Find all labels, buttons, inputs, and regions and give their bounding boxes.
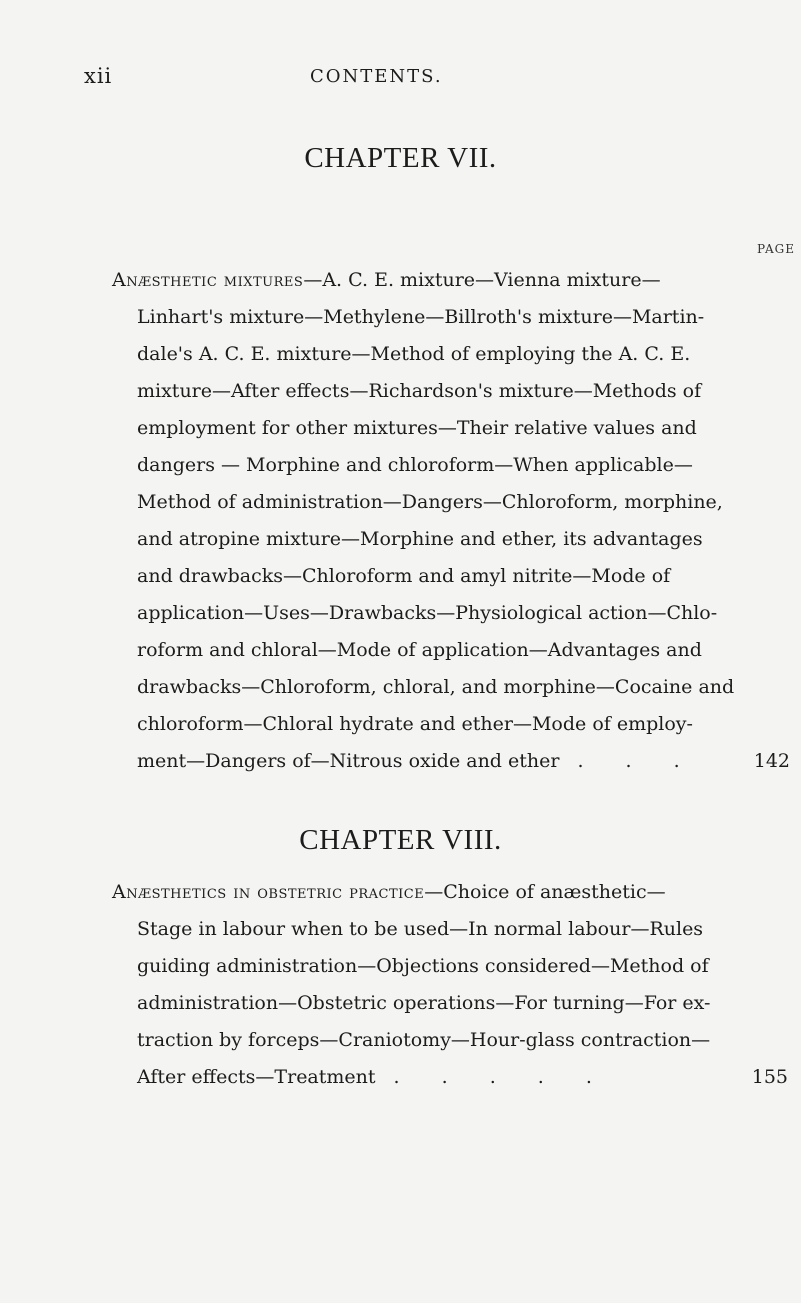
contents-line: chloroform—Chloral hydrate and ether—Mode of employ- [137,713,693,735]
contents-line: Stage in labour when to be used—In normal labour—Rules [137,918,704,940]
contents-line: guiding administration—Objections considered—Method of [137,955,709,977]
chapter-8-contents [112,874,788,1096]
contents-last-line [137,1059,788,1096]
dot-leader: . . . . . [393,1066,610,1088]
running-title: CONTENTS. [310,66,443,87]
contents-line: roform and chloral—Mode of application—Advantages and [137,639,702,661]
contents-line: Linhart's mixture—Methylene—Billroth's mixture—Martin- [137,306,705,328]
running-head [0,64,801,94]
chapter-8-heading: CHAPTER VIII. [299,824,502,856]
contents-line: employment for other mixtures—Their relative values and [137,417,697,439]
contents-line: mixture—After effects—Richardson's mixture—Methods of [137,380,702,402]
line-text: —A. C. E. mixture—Vienna mixture— [303,269,661,291]
contents-last-line [137,743,790,780]
dot-leader: . . . [577,750,698,772]
chapter-7-contents [112,262,790,780]
contents-line: traction by forceps—Craniotomy—Hour-glass contraction— [137,1029,711,1051]
line-text: After effects—Treatment [137,1066,376,1088]
contents-line [112,874,778,911]
contents-line: drawbacks—Chloroform, chloral, and morphine—Cocaine and [137,676,735,698]
contents-line: Method of administration—Dangers—Chloroform, morphine, [137,491,723,513]
line-text: —Choice of anæsthetic— [424,881,666,903]
contents-line: and atropine mixture—Morphine and ether, its advantages [137,528,703,550]
topic-lead: Anæsthetics in obstetric practice [112,881,425,903]
chapter-8-page-ref: 155 [751,1066,788,1088]
contents-line: dangers — Morphine and chloroform—When applicable— [137,454,693,476]
chapter-7-page-ref: 142 [753,750,790,772]
contents-line [112,262,778,299]
topic-lead: Anæsthetic mixtures [112,269,304,291]
contents-line: application—Uses—Drawbacks—Physiological action—Chlo- [137,602,718,624]
contents-line: and drawbacks—Chloroform and amyl nitrite—Mode of [137,565,671,587]
contents-line: administration—Obstetric operations—For turning—For ex- [137,992,711,1014]
page-number: xii [84,64,113,88]
contents-line: dale's A. C. E. mixture—Method of employing the A. C. E. [137,343,691,365]
line-text: ment—Dangers of—Nitrous oxide and ether [137,750,560,772]
chapter-7-heading: CHAPTER VII. [304,142,497,174]
page-column-label: PAGE [757,242,795,256]
